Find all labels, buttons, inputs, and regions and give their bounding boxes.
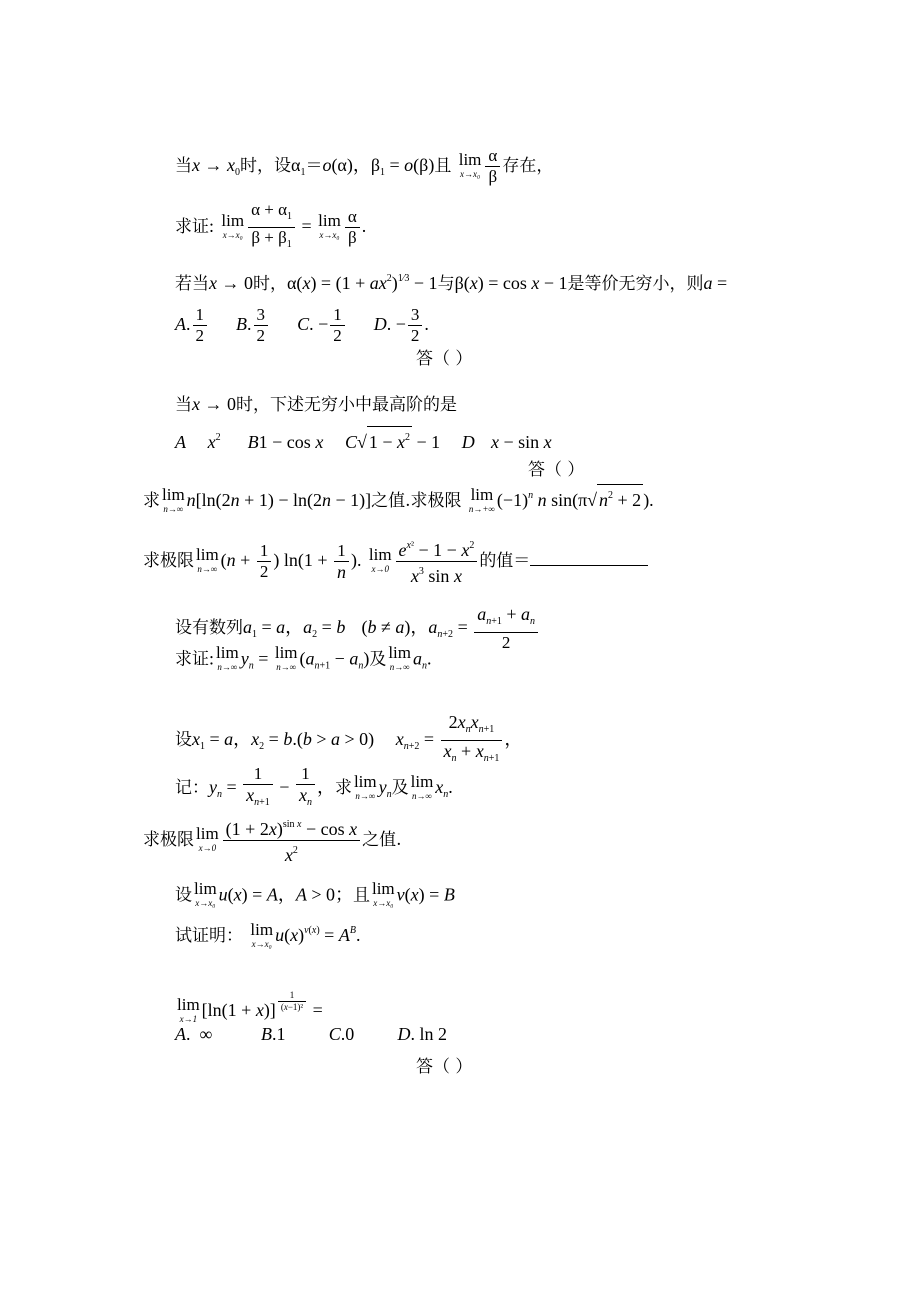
problem-8-line-1: 设$x_1 = a$，$x_2 = b.(b > a > 0)$ $x_{n+2}$ = $2x_nx_{n+1}$ $x_n + x_{n+1}$ ，	[175, 712, 522, 769]
problem-9-line: 求极限 lim x→0 $\frac{(1 + 2x)^{sin x} - \cos x}{x^2}$ 之值.	[143, 819, 402, 865]
problem-10-line-2: 试证明： lim x→x₀ $u(x)^{v(x)} = A^B$.	[175, 919, 361, 949]
answer-mark-1: 答（ ）	[416, 349, 473, 369]
problem-4-line: 求 lim n→∞ n[ln(2n + 1) − ln(2n − 1)]之值.求极限 lim n→+∞ $(-1)^n$ n sin(π√ $n^2 + 2$ ).	[143, 484, 654, 514]
problem-11-options: A. ∞ B.1 C.0 D. ln 2	[175, 1024, 447, 1044]
answer-mark-3: 答（ ）	[416, 1057, 473, 1077]
problem-1-line-2: 求证: lim x→x₀ $\frac{\alpha + \alpha_1}{\beta + \beta_1}$ = lim x→x₀ $\frac{\alpha}{\beta}$ .	[175, 200, 366, 255]
problem-7-line-2: 求证: lim n→∞ $y_n$ = lim n→∞ $(a_{n+1} - a_n)$及 lim n→∞ $a_n$.	[175, 643, 432, 672]
problem-10-line-1: 设 lim x→x₀ u(x) = A，A > 0；且 lim x→x₀ v(x) = B	[175, 879, 455, 908]
problem-3-line-1: 当x → 0时，下述无穷小中最高阶的是	[175, 394, 457, 415]
problem-3-options: A $x^2$ B1 − cos x C√ $1 - x^2 - 1$ D x − sin x	[175, 426, 552, 454]
answer-blank[interactable]	[530, 549, 648, 566]
problem-7-line-1: 设有数列$a_1 = a$，$a_2 = b$ (b ≠ a)，$a_{n+2}$ = $\frac{a_{n+1} + a_n}{2}$	[175, 604, 540, 653]
problem-2-options: A. $\frac{1}{2}$ B. $\frac{3}{2}$ C. − $\frac{1}{2}$ D. − $\frac{3}{2}$ .	[175, 305, 429, 345]
problem-6-line: 求极限 lim n→∞ (n + $\frac{1}{2}$ ) ln(1 + $\frac{1}{n}$ ). lim x→0 $\frac{e^{x^2} - 1 - x^2}{x^3 \sin x}$ 的值＝	[143, 536, 648, 587]
problem-1-line-1: 当$x \to x_0$时，设$\alpha_1=o(\alpha)$，$\beta_1 = o(\beta)$且 lim x→x₀ $\frac{\alpha}{\beta}$ 存在，	[175, 146, 554, 186]
problem-2-line-1: 若当x → 0时，$\alpha(x) = (1 + ax^2)^{1⁄3} - 1$与β(x) = cos x − 1是等价无穷小，则a =	[175, 273, 728, 294]
answer-mark-2: 答（ ）	[528, 460, 585, 480]
problem-11-line: lim x→1 [ln(1 + x)] $\frac{1}{\text{(x−1)²}}$ =	[177, 990, 323, 1024]
problem-8-line-2: 记：$y_n$ = $\frac{1}{x_{n+1}}$ − $\frac{1}{x_n}$ ，求 lim n→∞ $y_n$及 lim n→∞ $x_n$.	[175, 764, 453, 813]
